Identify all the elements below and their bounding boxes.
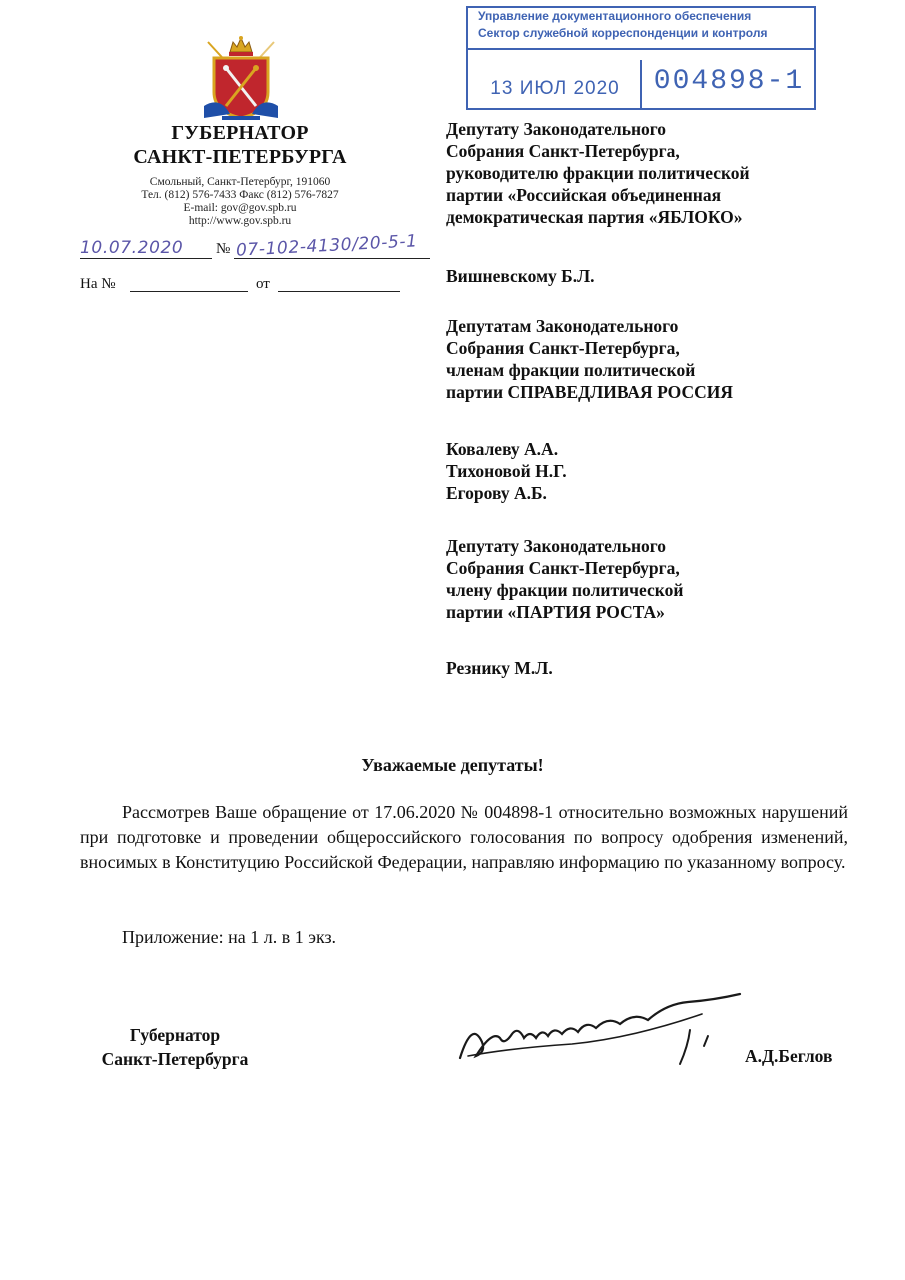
addressee-block-yabloko	[446, 118, 876, 228]
date-underline	[80, 258, 212, 259]
addressee-names-sr	[446, 438, 876, 504]
addressee-line: демократическая партия «ЯБЛОКО»	[446, 207, 743, 227]
addressee-line: Собрания Санкт-Петербурга,	[446, 558, 680, 578]
signatory-position	[80, 1023, 270, 1071]
stamp-number: 004898-1	[653, 66, 805, 97]
reference-number-line	[130, 291, 248, 292]
addressee-name: Егорову А.Б.	[446, 483, 547, 503]
addressee-name: Ковалеву А.А.	[446, 439, 559, 459]
addressee-block-sr	[446, 315, 876, 403]
stamp-date: 13 ИЮЛ 2020	[490, 78, 620, 99]
handwritten-signature	[452, 990, 752, 1090]
addressee-line: членам фракции политической	[446, 360, 696, 380]
addressee-line: Депутату Законодательного	[446, 119, 667, 139]
addressee-line: руководителю фракции политической	[446, 163, 750, 183]
addressee-line: партии «ПАРТИЯ РОСТА»	[446, 602, 665, 622]
addressee-line: Собрания Санкт-Петербурга,	[446, 141, 680, 161]
body-paragraph: Рассмотрев Ваше обращение от 17.06.2020 № 004898-1 относительно возможных нарушений при подготовке и проведении общероссийского голосования по вопросу одобрения изменений, вносимых в Конституцию Российской Федерации, направляю информацию по указанному вопросу.	[80, 802, 848, 872]
addressee-line: партии СПРАВЕДЛИВАЯ РОССИЯ	[446, 382, 734, 402]
position-line1: Губернатор	[129, 1025, 221, 1045]
addressee-name: Тихоновой Н.Г.	[446, 461, 567, 481]
outgoing-number: 07-102-4130/20-5-1	[235, 231, 419, 261]
reference-number-label: На №	[80, 276, 116, 292]
attachment-note: Приложение: на 1 л. в 1 экз.	[122, 927, 337, 947]
governor-title-line1: ГУБЕРНАТОР	[171, 122, 309, 144]
reference-from-line	[278, 291, 400, 292]
reference-from-label: от	[256, 276, 270, 292]
sender-address: Смольный, Санкт-Петербург, 191060	[149, 176, 331, 188]
sender-email: E-mail: gov@gov.spb.ru	[183, 202, 297, 214]
addressee-line: Депутату Законодательного	[446, 536, 667, 556]
addressee-line: партии «Российская объединенная	[446, 185, 722, 205]
addressee-name-vishnevsky: Вишневскому Б.Л.	[446, 266, 595, 286]
sender-phones: Тел. (812) 576-7433 Факс (812) 576-7827	[141, 189, 339, 201]
number-underline	[234, 258, 430, 259]
greeting: Уважаемые депутаты!	[361, 755, 544, 775]
stamp-line2: Сектор служебной корреспонденции и контроля	[478, 26, 768, 40]
sender-website: http://www.gov.spb.ru	[188, 215, 292, 227]
stamp-divider	[640, 60, 642, 108]
governor-title-line2: САНКТ-ПЕТЕРБУРГА	[133, 146, 347, 168]
signatory-name: А.Д.Беглов	[745, 1046, 833, 1066]
position-line2: Санкт-Петербурга	[101, 1049, 249, 1069]
outgoing-date: 10.07.2020	[80, 238, 184, 258]
stamp-line1: Управление документационного обеспечения	[478, 9, 752, 23]
addressee-name-reznik: Резнику М.Л.	[446, 658, 553, 678]
number-sign: №	[216, 241, 231, 257]
addressee-block-rost	[446, 535, 876, 623]
addressee-line: Депутатам Законодательного	[446, 316, 679, 336]
addressee-line: Собрания Санкт-Петербурга,	[446, 338, 680, 358]
addressee-line: члену фракции политической	[446, 580, 684, 600]
coat-of-arms-emblem	[200, 34, 282, 122]
